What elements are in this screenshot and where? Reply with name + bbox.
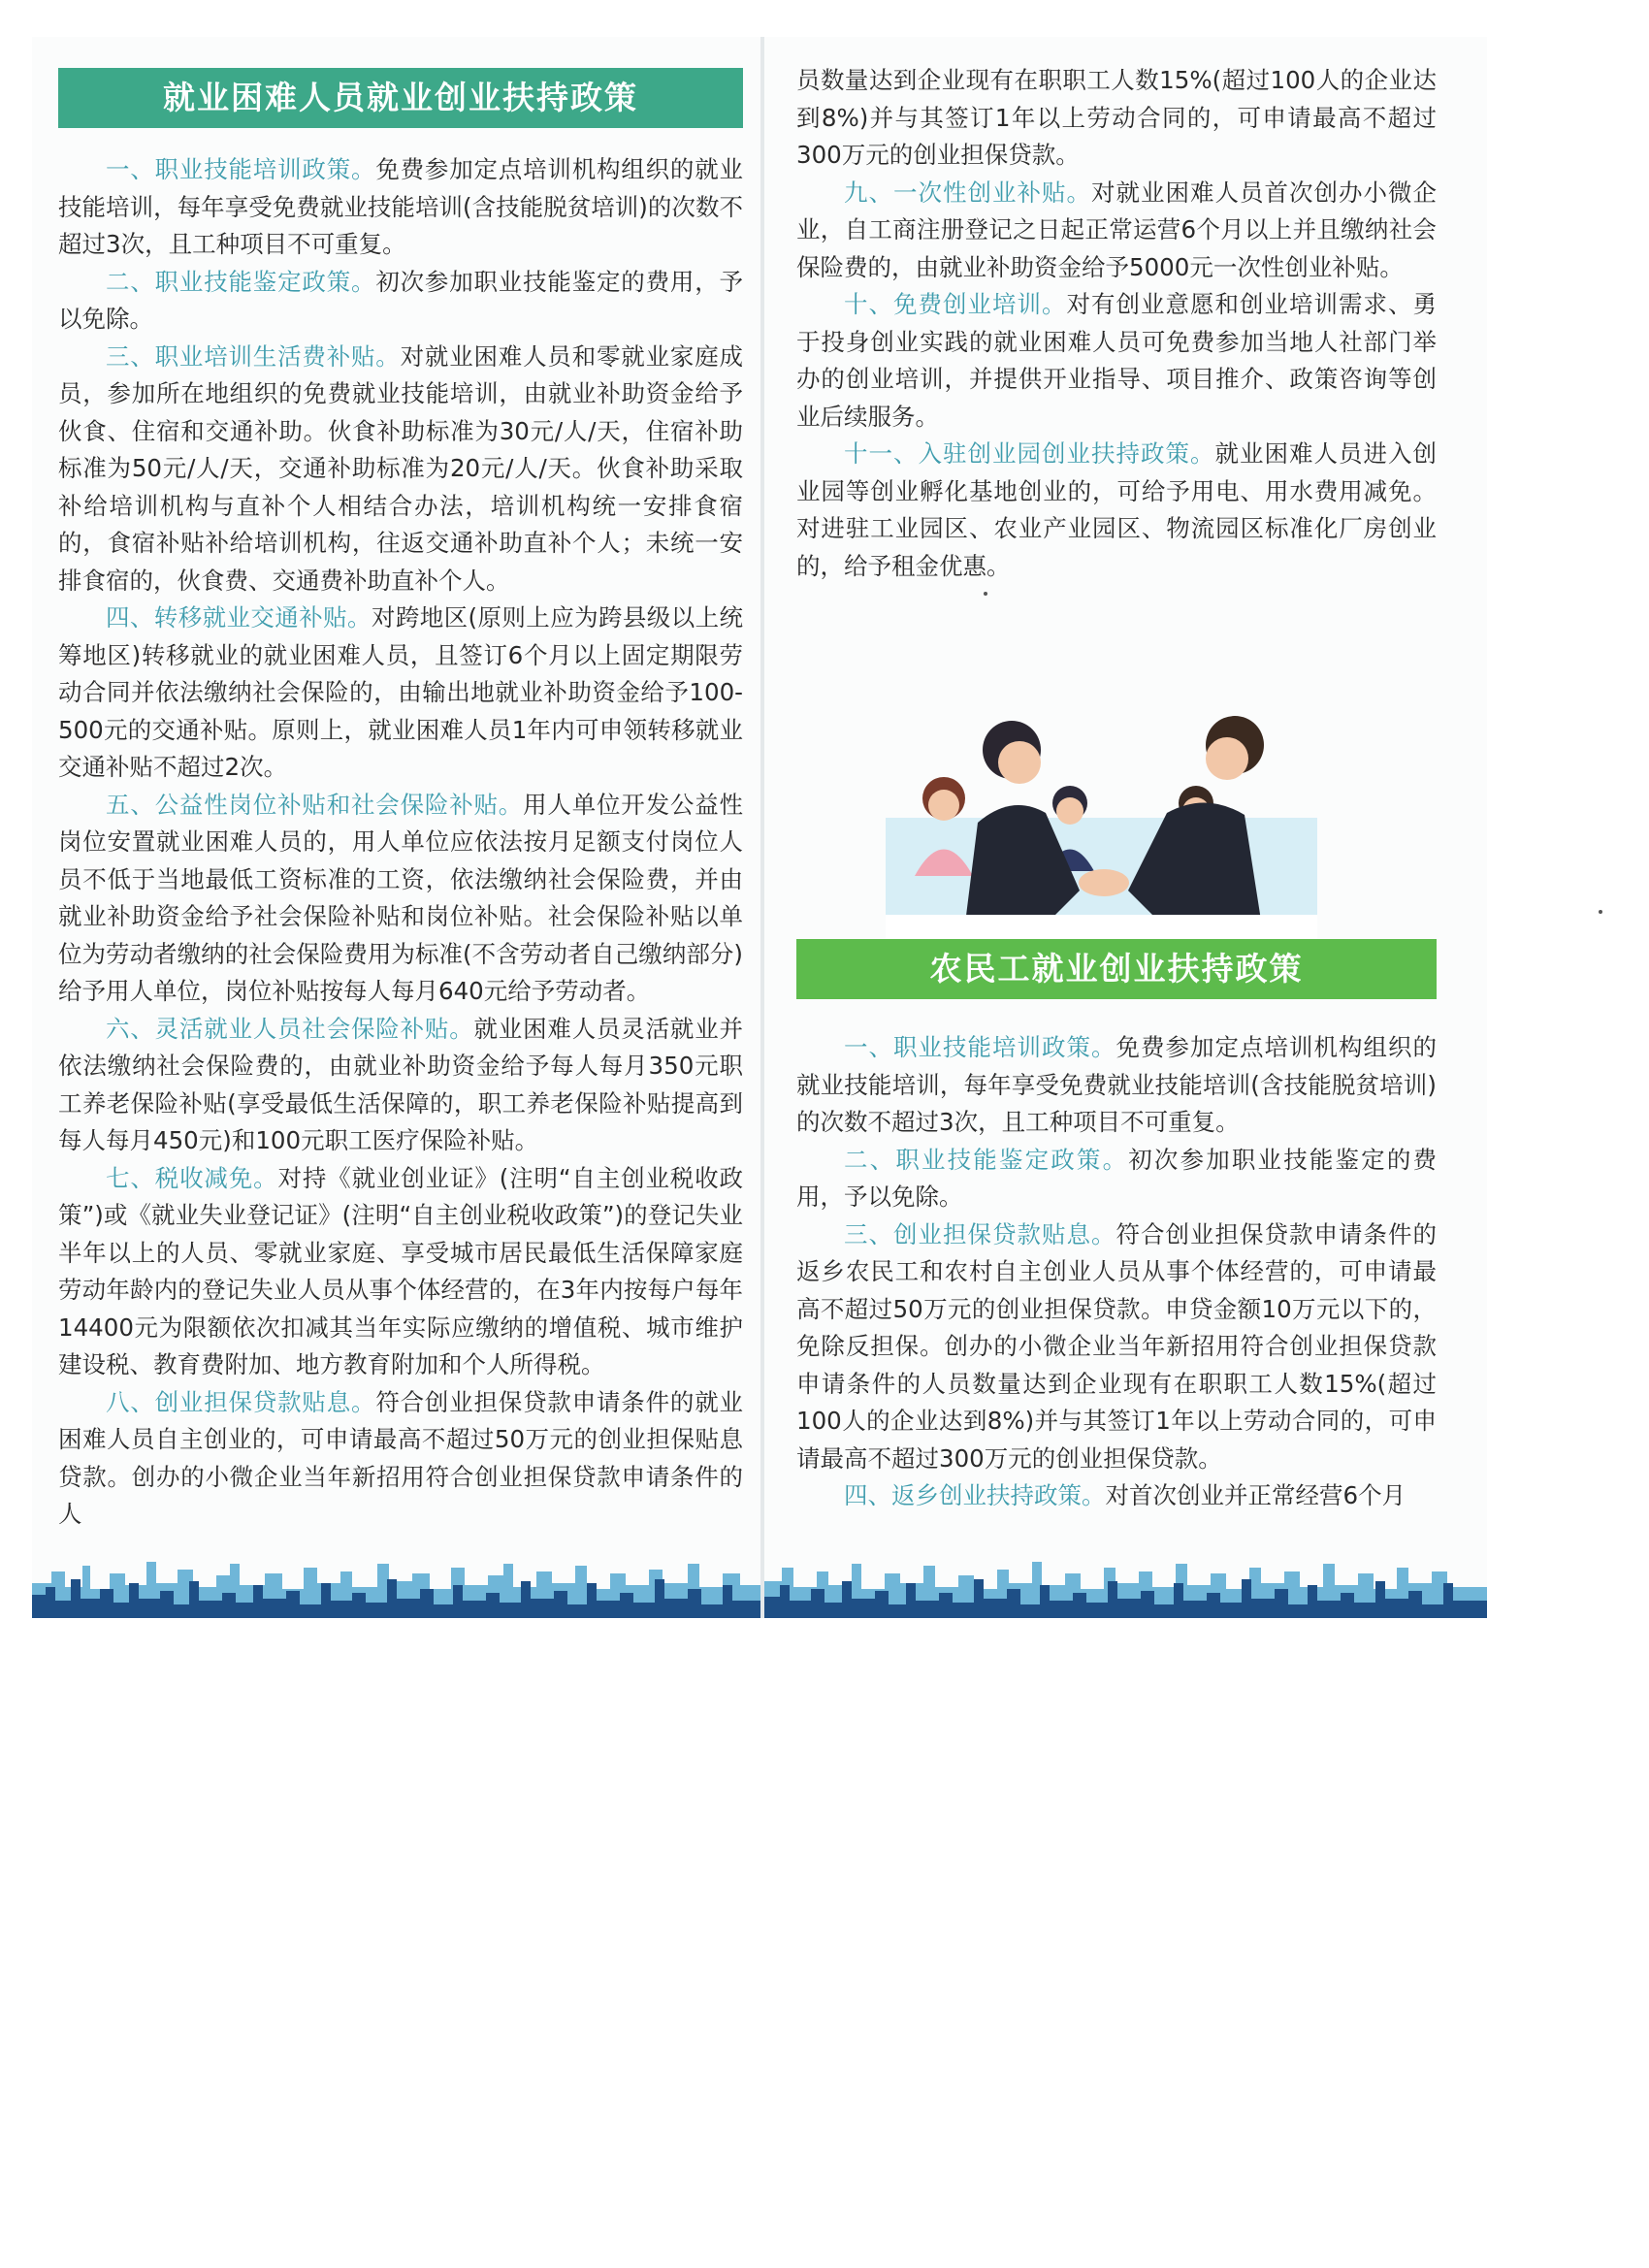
- policy-text: 免费参加定点培训机构组织的就业技能培训，每年享受免费就业技能培训(含技能脱贫培训)的次数不超过3次，且工种项目不可重复。: [58, 155, 744, 258]
- policy-item: [796, 286, 1437, 436]
- policy-item: [58, 339, 743, 600]
- left-column: [58, 68, 743, 1534]
- policy-item: [58, 151, 743, 264]
- policy-item: [58, 1011, 743, 1160]
- policy-text: 就业困难人员灵活就业并依法缴纳社会保险费的，由就业补助资金给予每人每月350元职工养老保险补贴(享受最低生活保障的，职工养老保险补贴提高到每人每月450元)和100元职工医疗保险补贴。: [58, 1014, 743, 1154]
- policy-heading: 九、一次性创业补贴。: [844, 178, 1091, 207]
- policy-text: 免费参加定点培训机构组织的就业技能培训，每年享受免费就业技能培训(含技能脱贫培训)的次数不超过3次，且工种项目不可重复。: [796, 1033, 1437, 1136]
- right-column-top: [796, 62, 1437, 585]
- policy-heading: 四、转移就业交通补贴。: [106, 603, 372, 632]
- policy-text: 用人单位开发公益性岗位安置就业困难人员的，用人单位应依法按月足额支付岗位人员不低于当地最低工资标准的工资，依法缴纳社会保险费，并由就业补助资金给予社会保险补贴和岗位补贴。社会保险补贴以单位为劳动者缴纳的社会保险费用为标准(不含劳动者自己缴纳部分)给予用人单位，岗位补贴按每人每月640元给予劳动者。: [58, 790, 744, 1005]
- policy-heading: 一、职业技能培训政策。: [844, 1033, 1116, 1061]
- handshake-people-illustration: [886, 706, 1317, 949]
- policy-text: 初次参加职业技能鉴定的费用，予以免除。: [58, 267, 744, 333]
- continued-text: 员数量达到企业现有在职职工人数15%(超过100人的企业达到8%)并与其签订1年以上劳动合同的，可申请最高不超过300万元的创业担保贷款。: [796, 66, 1437, 169]
- policy-heading: 六、灵活就业人员社会保险补贴。: [106, 1014, 474, 1043]
- city-skyline-illustration: [32, 1544, 760, 1618]
- policy-text: 对持《就业创业证》(注明“自主创业税收政策”)或《就业失业登记证》(注明“自主创业税收政策”)的登记失业半年以上的人员、零就业家庭、享受城市居民最低生活保障家庭劳动年龄内的登记失业人员从事个体经营的，在3年内按每户每年14400元为限额依次扣减其当年实际应缴纳的增值税、城市维护建设税、教育费附加、地方教育附加和个人所得税。: [58, 1163, 744, 1378]
- policy-text: 对有创业意愿和创业培训需求、勇于投身创业实践的就业困难人员可免费参加当地人社部门举办的创业培训，并提供开业指导、项目推介、政策咨询等创业后续服务。: [796, 290, 1437, 431]
- policy-item: [58, 1384, 743, 1534]
- section-title-banner: 农民工就业创业扶持政策: [796, 939, 1437, 999]
- right-column-bottom: [796, 1029, 1437, 1515]
- policy-text: 对就业困难人员和零就业家庭成员，参加所在地组织的免费就业技能培训，由就业补助资金给予伙食、住宿和交通补助。伙食补助标准为30元/人/天，住宿补助标准为50元/人/天，交通补助标准为20元/人/天。伙食补助采取补给培训机构与直补个人相结合办法，培训机构统一安排食宿的，食宿补贴补给培训机构，往返交通补助直补个人；未统一安排食宿的，伙食费、交通费补助直补个人。: [58, 341, 744, 595]
- policy-text: 对跨地区(原则上应为跨县级以上统筹地区)转移就业的就业困难人员，且签订6个月以上固定期限劳动合同并依法缴纳社会保险的，由输出地就业补助资金给予100-500元的交通补贴。原则上，就业困难人员1年内可申领转移就业交通补贴不超过2次。: [58, 603, 744, 781]
- policy-text: 符合创业担保贷款申请条件的返乡农民工和农村自主创业人员从事个体经营的，可申请最高不超过50万元的创业担保贷款。申贷金额10万元以下的，免除反担保。创办的小微企业当年新招用符合创业担保贷款申请条件的人员数量达到企业现有在职职工人数15%(超过100人的企业达到8%)并与其签订1年以上劳动合同的，可申请最高不超过300万元的创业担保贷款。: [796, 1219, 1437, 1473]
- policy-text: 就业困难人员进入创业园等创业孵化基地创业的，可给予用电、用水费用减免。对进驻工业园区、农业产业园区、物流园区标准化厂房创业的，给予租金优惠。: [796, 439, 1437, 580]
- brochure-panel-right: [764, 37, 1487, 1618]
- policy-heading: 十、免费创业培训。: [844, 290, 1067, 318]
- scan-speck: [1599, 910, 1602, 914]
- policy-item: [796, 1029, 1437, 1142]
- policy-item: [796, 1216, 1437, 1478]
- scan-speck: [984, 592, 987, 596]
- policy-heading: 三、创业担保贷款贴息。: [844, 1219, 1116, 1248]
- policy-heading: 五、公益性岗位补贴和社会保险补贴。: [106, 790, 524, 819]
- policy-heading: 七、税收减免。: [106, 1163, 278, 1192]
- policy-item: [58, 787, 743, 1011]
- policy-heading: 二、职业技能鉴定政策。: [106, 267, 376, 296]
- policy-item: [796, 1477, 1437, 1515]
- policy-text: 对首次创业并正常经营6个月: [1105, 1481, 1406, 1509]
- policy-item: [796, 175, 1437, 287]
- policy-heading: 三、职业培训生活费补贴。: [106, 341, 401, 371]
- policy-item: [796, 436, 1437, 585]
- policy-heading: 八、创业担保贷款贴息。: [106, 1387, 376, 1416]
- policy-heading: 二、职业技能鉴定政策。: [844, 1145, 1129, 1174]
- policy-text: 初次参加职业技能鉴定的费用，予以免除。: [796, 1145, 1437, 1211]
- policy-heading: 十一、入驻创业园创业扶持政策。: [844, 439, 1215, 468]
- brochure-panel-left: [32, 37, 760, 1618]
- city-skyline-illustration: [764, 1544, 1487, 1618]
- policy-heading: 四、返乡创业扶持政策。: [844, 1481, 1106, 1509]
- policy-item: [796, 1142, 1437, 1216]
- policy-item: [58, 264, 743, 339]
- section-title-banner: 就业困难人员就业创业扶持政策: [58, 68, 743, 128]
- policy-item: [58, 1160, 743, 1384]
- policy-heading: 一、职业技能培训政策。: [106, 155, 376, 183]
- section-title-wrapper: [796, 939, 1437, 999]
- policy-text: 符合创业担保贷款申请条件的就业困难人员自主创业的，可申请最高不超过50万元的创业担保贴息贷款。创办的小微企业当年新招用符合创业担保贷款申请条件的人: [58, 1387, 744, 1528]
- policy-text: 对就业困难人员首次创办小微企业，自工商注册登记之日起正常运营6个月以上并且缴纳社会保险费的，由就业补助资金给予5000元一次性创业补贴。: [796, 178, 1437, 281]
- policy-item: [58, 599, 743, 787]
